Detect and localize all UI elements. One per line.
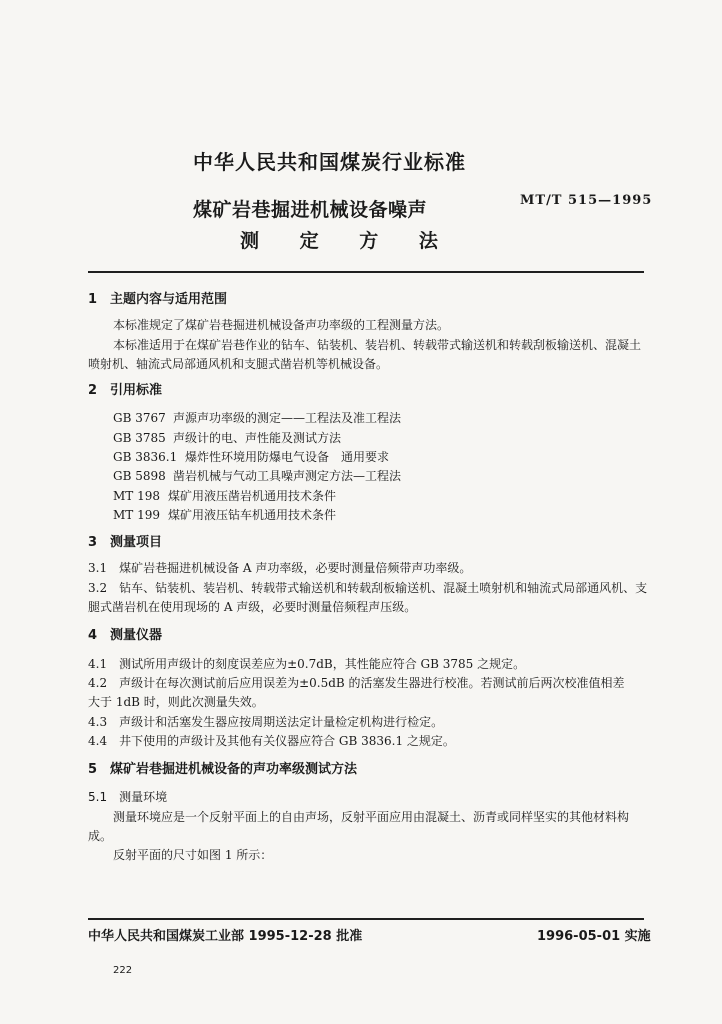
reference-title: 煤矿用液压钻车机通用技术条件 <box>168 508 337 522</box>
clause-5-1-heading: 5.1 测量环境 <box>88 790 168 804</box>
section-5-heading: 5 煤矿岩巷掘进机械设备的声功率级测试方法 <box>88 762 358 777</box>
clause-5-1-paragraph-2: 反射平面的尺寸如图 1 所示： <box>113 848 273 862</box>
reference-title: 凿岩机械与气动工具噪声测定方法—工程法 <box>173 469 402 483</box>
reference-code: MT 199 <box>113 508 161 522</box>
effective-date: 1996-05-01 实施 <box>537 929 651 944</box>
reference-title: 煤矿用液压凿岩机通用技术条件 <box>168 489 337 503</box>
header-rule <box>88 271 644 273</box>
reference-code: MT 198 <box>113 489 161 503</box>
clause-4-2-cont: 大于 1dB 时，则此次测量失效。 <box>88 695 264 709</box>
clause-3-2: 3.2 钻车、钻装机、装岩机、转载带式输送机和转载刮板输送机、混凝土喷射机和轴流式局部通风机、支 <box>88 581 648 595</box>
section-1-paragraph-1: 本标准规定了煤矿岩巷掘进机械设备声功率级的工程测量方法。 <box>113 318 450 332</box>
clause-3-1: 3.1 煤矿岩巷掘进机械设备 A 声功率级，必要时测量倍频带声功率级。 <box>88 561 472 575</box>
reference-title: 声源声功率级的测定——工程法及准工程法 <box>173 411 402 425</box>
section-1-paragraph-2: 本标准适用于在煤矿岩巷作业的钻车、钻装机、装岩机、转载带式输送机和转载刮板输送机、混凝土 <box>113 338 642 352</box>
clause-5-1-paragraph: 测量环境应是一个反射平面上的自由声场，反射平面应用由混凝土、沥青或同样坚实的其他材料构 <box>113 810 630 824</box>
document-subtitle: 测 定 方 法 <box>240 230 455 252</box>
standard-title: 中华人民共和国煤炭行业标准 <box>193 150 466 174</box>
section-1-heading: 1 主题内容与适用范围 <box>88 292 228 307</box>
clause-4-3: 4.3 声级计和活塞发生器应按周期送法定计量检定机构进行检定。 <box>88 715 444 729</box>
document-code: MT/T 515—1995 <box>520 193 653 208</box>
reference-code: GB 3836.1 <box>113 450 178 464</box>
reference-code: GB 3767 <box>113 411 166 425</box>
clause-3-2-cont: 腿式凿岩机在使用现场的 A 声级，必要时测量倍频程声压级。 <box>88 600 417 614</box>
reference-title: 爆炸性环境用防爆电气设备 通用要求 <box>185 450 390 464</box>
page-number: 222 <box>113 965 133 976</box>
reference-code: GB 3785 <box>113 431 166 445</box>
section-1-paragraph-2-cont: 喷射机、轴流式局部通风机和支腿式凿岩机等机械设备。 <box>88 357 389 371</box>
approval-info: 中华人民共和国煤炭工业部 1995-12-28 批准 <box>88 929 363 944</box>
reference-code: GB 5898 <box>113 469 166 483</box>
section-3-heading: 3 测量项目 <box>88 535 163 550</box>
document-title: 煤矿岩巷掘进机械设备噪声 <box>193 199 428 221</box>
section-2-heading: 2 引用标准 <box>88 383 163 398</box>
clause-4-2: 4.2 声级计在每次测试前后应用误差为±0.5dB 的活塞发生器进行校准。若测试前后两次校准值相差 <box>88 676 625 690</box>
reference-title: 声级计的电、声性能及测试方法 <box>173 431 342 445</box>
clause-5-1-paragraph-cont: 成。 <box>88 829 113 843</box>
footer-rule <box>88 918 644 920</box>
clause-4-1: 4.1 测试所用声级计的刻度误差应为±0.7dB，其性能应符合 GB 3785 之规定。 <box>88 657 526 671</box>
section-4-heading: 4 测量仪器 <box>88 628 163 643</box>
clause-4-4: 4.4 井下使用的声级计及其他有关仪器应符合 GB 3836.1 之规定。 <box>88 734 455 748</box>
